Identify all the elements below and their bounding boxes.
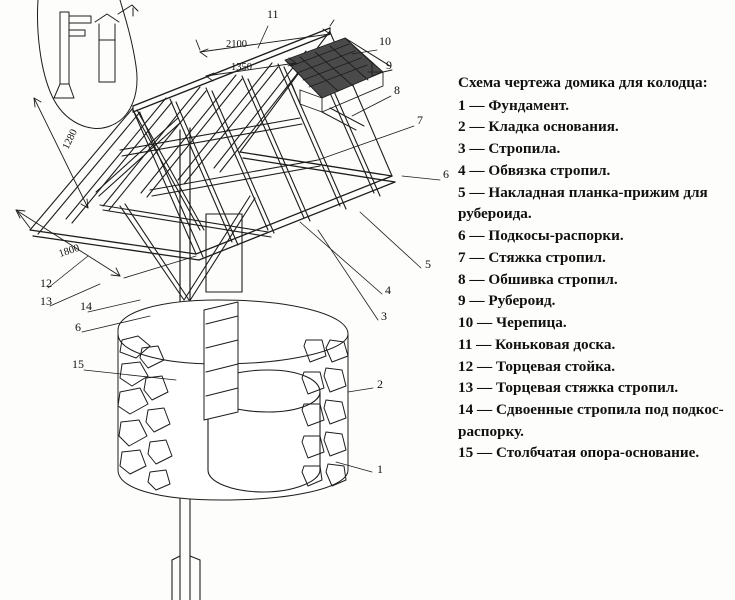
legend-item-10: 10 — Черепица.	[458, 314, 567, 332]
callout-c4: 4	[385, 283, 391, 297]
callout-c9: 9	[386, 58, 392, 72]
dimension-lines	[16, 20, 334, 278]
callout-c13: 13	[40, 294, 52, 308]
legend-item-15: 15 — Столбчатая опора-основание.	[458, 444, 700, 462]
legend-item-5: 5 — Накладная планка-прижим для рубероида.	[458, 183, 708, 223]
dimension-d1280: 1280	[60, 127, 80, 152]
callout-c1: 1	[377, 462, 383, 476]
dimension-d2100: 2100	[226, 39, 247, 50]
callout-c6b: 6	[75, 320, 81, 334]
legend-item-11: 11 — Коньковая доска.	[458, 335, 616, 353]
callout-c11: 11	[267, 7, 279, 21]
callout-c8: 8	[394, 83, 400, 97]
legend-item-4: 4 — Обвязка стропил.	[458, 161, 611, 179]
callout-c14: 14	[80, 299, 92, 313]
legend-item-3: 3 — Стропила.	[458, 140, 561, 158]
callout-c5: 5	[425, 257, 431, 271]
dimension-d1350: 1350	[231, 62, 252, 73]
legend-title: Схема чертежа домика для колодца:	[458, 74, 708, 91]
legend-item-6: 6 — Подкосы-распорки.	[458, 227, 624, 245]
legend-item-2: 2 — Кладка основания.	[458, 118, 619, 136]
legend-item-14: 14 — Сдвоенные стропила под подкос-распорку.	[458, 401, 724, 440]
callout-c6: 6	[443, 167, 449, 181]
legend-item-8: 8 — Обшивка стропил.	[458, 270, 618, 288]
legend-panel	[458, 72, 726, 464]
legend-item-12: 12 — Торцевая стойка.	[458, 357, 616, 375]
legend-item-13: 13 — Торцевая стяжка стропил.	[458, 379, 679, 397]
legend-item-9: 9 — Рубероид.	[458, 292, 556, 310]
dimension-d1800: 1800	[57, 242, 81, 260]
callout-c15: 15	[72, 357, 84, 371]
callout-c12: 12	[40, 276, 52, 290]
callout-c2: 2	[377, 377, 383, 391]
callout-c10: 10	[379, 34, 391, 48]
legend-item-1: 1 — Фундамент.	[458, 96, 569, 114]
legend-item-7: 7 — Стяжка стропил.	[458, 248, 606, 266]
detail-balloon	[38, 0, 138, 128]
concrete-piers	[206, 214, 242, 292]
callout-c3: 3	[381, 309, 387, 323]
callout-c7: 7	[417, 113, 423, 127]
